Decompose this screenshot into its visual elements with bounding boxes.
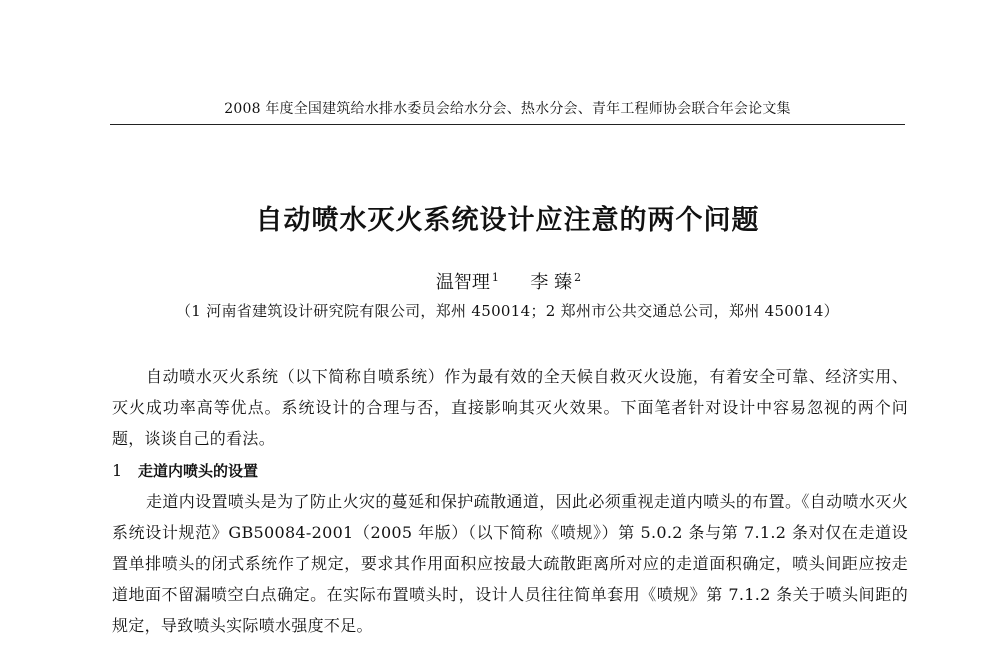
section-paragraph: 走道内设置喷头是为了防止火灾的蔓延和保护疏散通道，因此必须重视走道内喷头的布置。《自动喷水灭火系统设计规范》GB50084-2001（2005 年版）（以下简称《喷规》）第 5.0.2 条与第 7.1.2 条对仅在走道设置单排喷头的闭式系统作了规定，要求其作用面积应按最大疏散距离所对应的走道面积确定，喷头间距应按走道地面不留漏喷空白点确定。在实际布置喷头时，设计人员往往简单套用《喷规》第 7.1.2 条关于喷头间距的规定，导致喷头实际喷水强度不足。 xyxy=(112,492,908,635)
running-head: 2008 年度全国建筑给水排水委员会给水分会、热水分会、青年工程师协会联合年会论文集 xyxy=(224,101,791,117)
affiliation-mark: 2 xyxy=(574,271,582,284)
author-line xyxy=(110,268,905,294)
author-name: 李 臻 xyxy=(530,272,573,293)
header-rule xyxy=(110,124,905,125)
article-title: 自动喷水灭火系统设计应注意的两个问题 xyxy=(255,205,760,236)
intro-paragraph: 自动喷水灭火系统（以下简称自喷系统）作为最有效的全天候自救灭火设施，有着安全可靠、经济实用、灭火成功率高等优点。系统设计的合理与否，直接影响其灭火效果。下面笔者针对设计中容易忽视的两个问题，谈谈自己的看法。 xyxy=(112,367,908,448)
author-name: 温智理 xyxy=(435,272,490,293)
affiliations: （1 河南省建筑设计研究院有限公司，郑州 450014；2 郑州市公共交通总公司，郑州 450014） xyxy=(176,302,839,320)
section-title: 走道内喷头的设置 xyxy=(138,462,259,480)
section-number: 1 xyxy=(112,461,123,480)
section-heading xyxy=(112,455,908,487)
affiliation-mark: 1 xyxy=(491,271,499,284)
